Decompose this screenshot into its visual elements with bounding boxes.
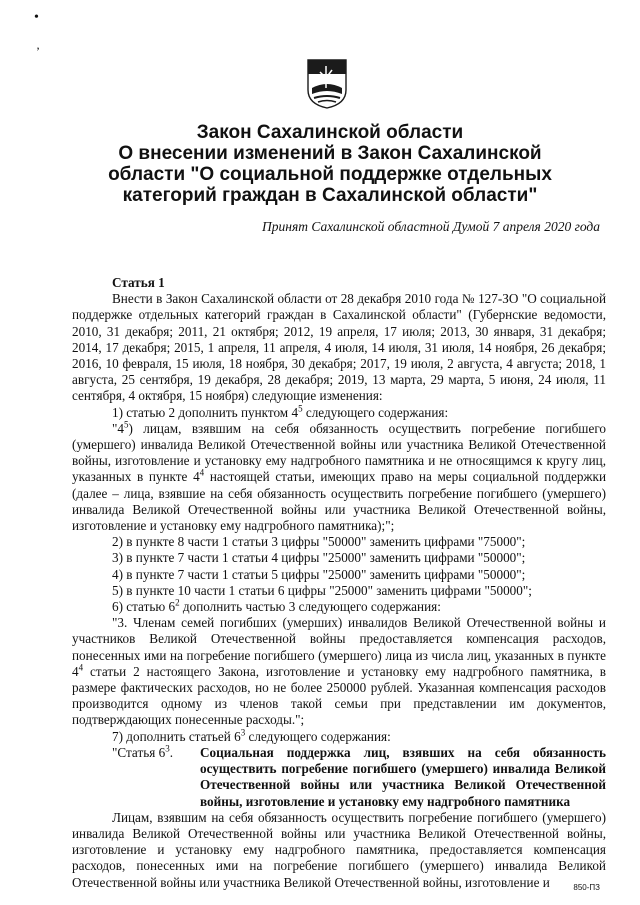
paragraph-item-3: 3) в пункте 7 части 1 статьи 4 цифры "25000" заменить цифрами "50000"; xyxy=(112,550,526,566)
title-line: категорий граждан в Сахалинской области" xyxy=(122,185,538,206)
new-article-heading xyxy=(72,745,606,810)
new-article-label: "Статья $6^3$. xyxy=(112,743,173,760)
title-line: О внесении изменений в Закон Сахалинской xyxy=(118,143,542,164)
paragraph-item-6: 6) статью $6^2$ дополнить частью 3 следующего содержания: xyxy=(112,597,441,615)
sakhalin-coat-of-arms-icon xyxy=(306,58,348,110)
paragraph-item-2: 2) в пункте 8 части 1 статьи 3 цифры "50000" заменить цифрами "75000"; xyxy=(112,534,526,550)
paragraph-item-4: 4) в пункте 7 части 1 статьи 5 цифры "25000" заменить цифрами "50000"; xyxy=(112,566,526,582)
paragraph-quote-1: "$4^5$) лицам, взявшим на себя обязанность осуществить погребение погибшего (умершего) инвалида Великой Отечественной войны или участника Великой Отечественной войны, изготовление и установку ему надгробного памятника и не относящимся к кругу лиц, указанных в пункте $4^4$ настоящей статьи, имеющих право на меры социальной поддержки (далее – лица, взявшие на себя обязанность осуществить погребение погибшего (умершего) инвалида Великой Отечественной войны или участника Великой Отечественной войны, изготовление и установку ему надгробного памятника);"; xyxy=(72,419,606,534)
title-line: Закон Сахалинской области xyxy=(196,122,464,143)
scan-mark-small: ’ xyxy=(36,44,40,58)
scan-mark: • xyxy=(34,10,39,25)
article-heading: Статья 1 xyxy=(112,275,165,290)
adoption-note: Принят Сахалинской областной Думой 7 апреля 2020 года xyxy=(262,219,600,234)
paragraph-item-5: 5) в пункте 10 части 1 статьи 6 цифры "25000" заменить цифрами "50000"; xyxy=(112,582,532,598)
new-article-title: Социальная поддержка лиц, взявших на себя обязанность осуществить погребение погибшего (умершего) инвалида Великой Отечественной войны или участника Великой Отечественной войны, изготовление и установку ему надгробного памятника xyxy=(200,744,606,809)
paragraph-quote-2: "3. Членам семей погибших (умерших) инвалидов Великой Отечественной войны и участников Великой Отечественной войны предоставляется компенсация расходов, понесенных ими на погребение погибшего (умершего) лица из числа лиц, указанных в пункте $4^4$ статьи 2 настоящего Закона, изготовление и установку ему надгробного памятника, в размере фактических расходов, но не более 250000 рублей. Указанная компенсация расходов производится одному из членов такой семьи при представлении им документов, подтверждающих понесенные расходы."; xyxy=(72,615,606,728)
paragraph-intro: Внести в Закон Сахалинской области от 28 декабря 2010 года № 127-ЗО "О социальной поддержке отдельных категорий граждан в Сахалинской области" (Губернские ведомости, 2010, 31 декабря; 2011, 21 октября; 2012, 19 апреля, 17 июля; 2013, 30 января, 31 декабря; 2014, 17 декабря; 2015, 1 апреля, 11 апреля, 4 июля, 14 июля, 31 июля, 14 ноября, 26 декабря; 2016, 10 февраля, 15 июля, 18 ноября, 30 декабря; 2017, 19 июля, 2 августа, 4 августа; 2018, 1 августа, 25 сентября, 19 декабря, 28 декабря; 2019, 13 марта, 29 марта, 5 июня, 24 июля, 11 сентября, 4 октября, 15 ноября) следующие изменения: xyxy=(72,291,606,404)
paragraph-item-1: 1) статью 2 дополнить пунктом $4^5$ следующего содержания: xyxy=(112,403,449,420)
document-body xyxy=(72,275,606,891)
title-line: области "О социальной поддержке отдельных xyxy=(108,164,552,185)
document-code: 850-ПЗ xyxy=(573,883,600,892)
document-title xyxy=(80,122,580,206)
paragraph-final: Лицам, взявшим на себя обязанность осуществить погребение погибшего (умершего) инвалида Великой Отечественной войны или участника Великой Отечественной войны, изготовление и установку ему надгробного памятника, предоставляется компенсация расходов, понесенных ими на погребение погибшего (умершего) инвалида Великой Отечественной войны или участника Великой Отечественной войны, изготовление и xyxy=(72,809,606,890)
paragraph-item-7: 7) дополнить статьей $6^3$ следующего содержания: xyxy=(112,727,391,744)
